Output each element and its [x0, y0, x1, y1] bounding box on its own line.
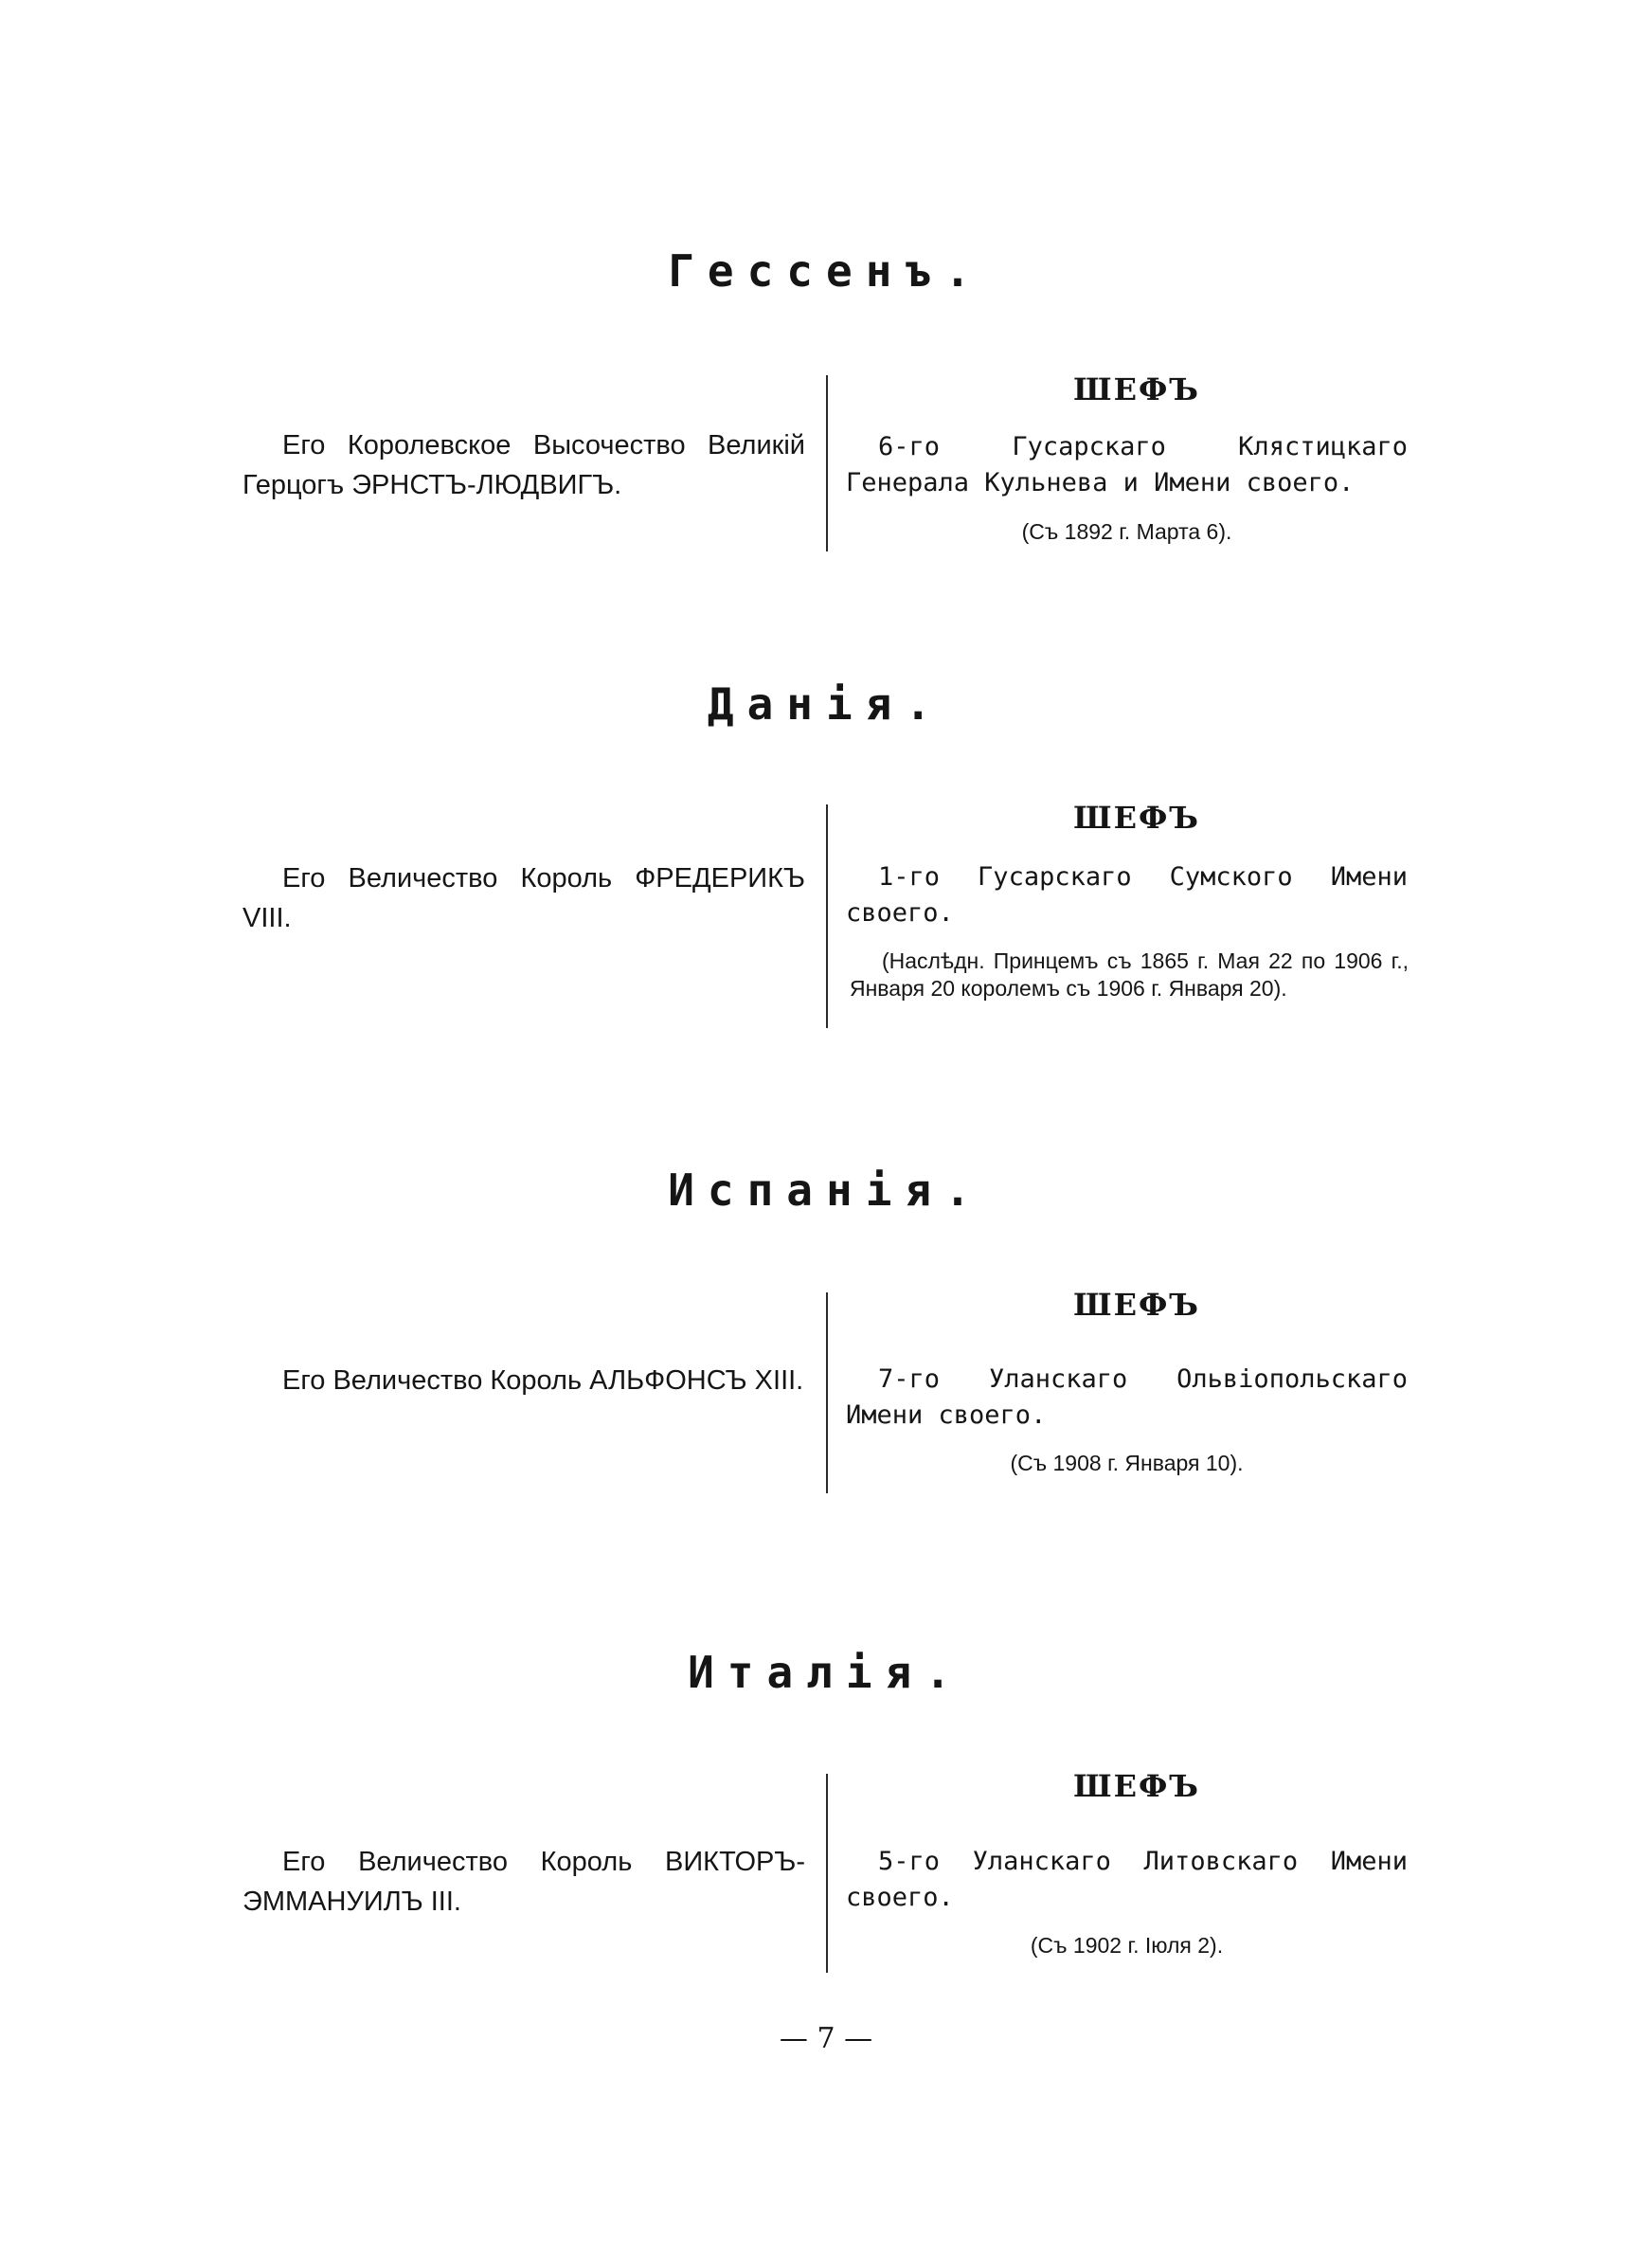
- column-divider: [826, 804, 828, 1028]
- person-text: Его Величество Король ВИКТОРЪ-ЭММАНУИЛЪ III.: [242, 1847, 805, 1917]
- regiment-text: 1-го Гусарскаго Сумского Имени своего.: [846, 862, 1408, 928]
- country-title: Гессенъ.: [668, 245, 984, 297]
- date-note: (Наслѣдн. Принцемъ съ 1865 г. Мая 22 по 1906 г., Января 20 королемъ съ 1906 г. Января 20).: [850, 948, 1409, 1001]
- column-divider: [826, 1774, 828, 1973]
- date-note: (Съ 1902 г. Іюля 2).: [1030, 1933, 1224, 1958]
- column-divider: [826, 375, 828, 551]
- regiment-text: 5-го Уланскаго Литовскаго Имени своего.: [846, 1847, 1408, 1912]
- chef-heading: ШЕФЪ: [1073, 371, 1200, 407]
- date-note: (Съ 1908 г. Января 10).: [1010, 1451, 1244, 1475]
- person-text: Его Величество Король ФРЕДЕРИКЪ VIII.: [242, 863, 805, 933]
- column-divider: [826, 1292, 828, 1493]
- regiment-text: 7-го Уланскаго Ольвіопольскаго Имени своего.: [846, 1364, 1408, 1430]
- page-number: — 7 —: [779, 2022, 873, 2055]
- chef-heading: ШЕФЪ: [1073, 1287, 1200, 1323]
- chef-heading: ШЕФЪ: [1073, 800, 1200, 836]
- person-text: Его Величество Король АЛЬФОНСЪ XIII.: [282, 1365, 804, 1396]
- regiment-text: 6-го Гусарскаго Клястицкаго Генерала Кульнева и Имени своего.: [846, 432, 1408, 497]
- country-title: Данія.: [707, 678, 945, 730]
- country-title: Италія.: [688, 1647, 964, 1698]
- person-text: Его Королевское Высочество Великій Герцогъ ЭРНСТЪ-ЛЮДВИГЪ.: [242, 430, 805, 500]
- country-title: Испанія.: [668, 1165, 984, 1216]
- date-note: (Съ 1892 г. Марта 6).: [1021, 519, 1232, 544]
- chef-heading: ШЕФЪ: [1073, 1768, 1200, 1804]
